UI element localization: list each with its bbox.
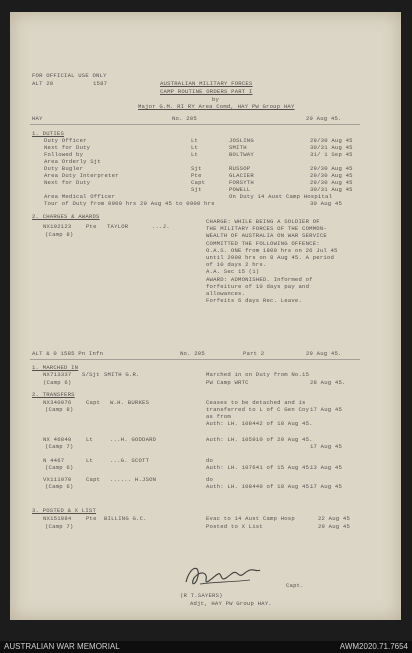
posted-number: NX151084 xyxy=(43,515,72,522)
duty-role: Duty Bugler xyxy=(44,165,84,172)
duty-name: RUSSOP xyxy=(229,165,251,172)
duty-role: Next for Duty xyxy=(44,144,91,151)
charge-name: TAYLOR xyxy=(107,223,129,230)
marched-in-camp: (Camp 6) xyxy=(43,379,72,386)
orders-title: CAMP ROUTINE ORDERS PART I xyxy=(160,88,253,95)
duty-rank: Sjt xyxy=(191,165,202,172)
by-label: by xyxy=(212,96,220,103)
charge-text-line: A.A. Sec 15 (1) xyxy=(206,268,260,276)
duty-dates: 31/ 1 Sep 45 xyxy=(310,151,353,158)
charge-text-line: THE MILITARY FORCES OF THE COMMON- xyxy=(206,225,327,233)
duty-name: POWELL xyxy=(229,186,251,193)
signature-image xyxy=(180,560,270,592)
transfer-line: do xyxy=(206,457,214,464)
duties-heading: 1. DUTIES xyxy=(32,130,65,137)
duty-dates: 30/31 Aug 45 xyxy=(310,144,353,151)
transfer-name: ...H. GODDARD xyxy=(110,436,157,443)
posted-text: Evac to 14 Aust Camp Hosp xyxy=(206,515,295,522)
transfer-name: ...G. SCOTT xyxy=(110,457,150,464)
marched-in-text: Marched in on Duty from No.15 xyxy=(206,371,310,378)
duty-name: BOLTWAY xyxy=(229,151,254,158)
duty-role: Duty Officer xyxy=(44,137,87,144)
duty-role: Tour of Duty from 0900 hrs 29 Aug 45 to 0900 hrs xyxy=(44,200,215,207)
transfer-line: as from xyxy=(206,413,231,420)
posted-text-2: Posted to X List xyxy=(206,523,263,530)
transfer-camp: (Camp 8) xyxy=(45,406,74,413)
duty-dates: 30 Aug 45 xyxy=(310,200,343,207)
part2-divider xyxy=(30,359,360,360)
posted-name: BILLING G.C. xyxy=(104,515,147,522)
transfer-line: do xyxy=(206,476,214,483)
duty-dates: 29/30 Aug 45 xyxy=(310,165,353,172)
duty-role: Next for Duty xyxy=(44,179,91,186)
transfer-number: NX 46840 xyxy=(43,436,72,443)
transfer-date: 17 Aug 45 xyxy=(310,443,343,450)
transfer-line: Auth: LH. 108442 of 18 Aug 45. xyxy=(206,420,313,427)
charges-heading: 2. CHARGES & AWARDS xyxy=(32,213,100,220)
place-label: HAY xyxy=(32,115,43,122)
transfer-rank: Capt xyxy=(86,476,101,483)
signatory-title: Adjt, HAY PW Group HAY. xyxy=(190,600,272,607)
duty-role: Area Medical Officer xyxy=(44,193,116,200)
duty-dates: 29/30 Aug 45 xyxy=(310,172,353,179)
charge-text-line: Forfeits 6 days Rec. Leave. xyxy=(206,297,303,305)
charge-text-line: AWARD: ADMONISHED. Informed of xyxy=(206,275,313,283)
part2-reference: ALT & 0 1585 Pn Infn xyxy=(32,350,104,357)
part2-label: Part 2 xyxy=(243,350,265,357)
transfers-heading: 2. TRANSFERS xyxy=(32,391,75,398)
marched-in-rank: S/Sjt xyxy=(82,371,100,378)
charge-text-line: WEALTH OF AUSTRALIA ON WAR SERVICE xyxy=(206,232,327,240)
duty-dates: 29/30 Aug 45 xyxy=(310,137,353,144)
transfer-rank: Capt xyxy=(86,399,101,406)
footer-institution: AUSTRALIAN WAR MEMORIAL xyxy=(4,642,120,651)
charge-text-line: allowances. xyxy=(206,290,246,297)
order-number: No. 205 xyxy=(172,115,197,122)
transfer-date: 17 Aug 45 xyxy=(310,406,343,413)
duty-name: SMITH xyxy=(229,144,247,151)
marched-in-name: SMITH G.R. xyxy=(104,371,140,378)
charge-text-line: CHARGE: WHILE BEING A SOLDIER OF xyxy=(206,218,320,225)
duty-dates: 29/30 Aug 45 xyxy=(310,179,353,186)
marched-in-text-2: PW Camp WRTC xyxy=(206,379,249,386)
org-title: AUSTRALIAN MILITARY FORCES xyxy=(160,80,253,87)
transfer-name: W.H. BURKES xyxy=(110,399,150,406)
duty-rank: Lt xyxy=(191,151,199,158)
duty-rank: Pte xyxy=(191,172,202,179)
charge-text-line: O.A.S. ONE from 1800 hrs on 26 Jul 45 xyxy=(206,246,338,254)
transfer-camp: (Camp 6) xyxy=(45,464,74,471)
transfer-line: Auth: LH. 107641 of 15 Aug 45. xyxy=(206,464,313,471)
transfer-rank: Lt xyxy=(86,457,94,464)
charge-number: NX192123 xyxy=(43,223,72,230)
charge-text-line: forfeiture of 10 days pay and xyxy=(206,282,310,290)
transfer-number: VX111070 xyxy=(43,476,72,483)
duty-name: JOSLING xyxy=(229,137,254,144)
duty-role: Area Orderly Sjt xyxy=(44,158,101,165)
part2-date: 29 Aug 45. xyxy=(306,350,342,357)
charge-text-line: of 10 days 2 hrs. xyxy=(206,261,267,269)
charge-text-line: until 2000 hrs on 8 Aug 45. A period xyxy=(206,254,335,261)
posted-rank: Pte xyxy=(86,515,97,522)
transfer-camp: (Camp 7) xyxy=(45,443,74,450)
duty-name: On Duty 14 Aust Camp Hospital xyxy=(229,193,333,200)
duty-rank: Sjt xyxy=(191,186,202,193)
duty-dates: 30/31 Aug 45 xyxy=(310,186,353,193)
archive-footer xyxy=(0,641,412,653)
transfer-rank: Lt xyxy=(86,436,94,443)
marched-in-number: NX713337 xyxy=(43,371,72,378)
duty-rank: Lt xyxy=(191,137,199,144)
document-ref-number: 1587 xyxy=(93,80,108,87)
duty-name: FORSYTH xyxy=(229,179,254,186)
duty-rank: Capt xyxy=(191,179,206,186)
signature-rank: Capt. xyxy=(286,582,304,589)
order-date: 29 Aug 45. xyxy=(306,115,342,122)
transfer-name: ...... H.JSON xyxy=(110,476,157,483)
transfer-number: NX340076 xyxy=(43,399,72,406)
charge-initials: ...J. xyxy=(152,223,170,230)
transfer-number: N 4467 xyxy=(43,457,65,464)
transfer-date: 13 Aug 45 xyxy=(310,464,343,471)
posted-heading: 3. POSTED & X LIST xyxy=(32,507,97,514)
transfer-line: transferred to L of C Gen Coy xyxy=(206,406,310,413)
transfer-line: Auth: LH. 108440 of 18 Aug 45. xyxy=(206,483,313,490)
duty-name: GLACIER xyxy=(229,172,254,179)
posted-date-2: 29 Aug 45 xyxy=(318,523,351,530)
marched-in-heading: 1. MARCHED IN xyxy=(32,364,79,371)
charge-rank: Pte xyxy=(86,223,97,230)
header-divider xyxy=(30,124,360,125)
issued-by: Major G.M. RI RY Area Comd, HAY PW Group HAY xyxy=(138,103,295,110)
posted-date: 22 Aug 45 xyxy=(318,515,351,522)
transfer-line: Auth: LH. 105910 of 20 Aug 45. xyxy=(206,436,313,443)
posted-camp: (Camp 7) xyxy=(45,523,74,530)
part2-number: No. 205 xyxy=(180,350,205,357)
document-ref: ALT 20 xyxy=(32,80,54,87)
duty-role: Area Duty Interpreter xyxy=(44,172,119,179)
footer-catalogue-id: AWM2020.71.7654 xyxy=(339,642,408,651)
signatory-name: (R T.SAYERS) xyxy=(180,592,223,599)
charge-camp: (Camp 8) xyxy=(45,231,74,238)
transfer-date: 17 Aug 45 xyxy=(310,483,343,490)
transfer-line: Ceases to be detached and is xyxy=(206,399,306,406)
transfer-camp: (Camp 6) xyxy=(45,483,74,490)
duty-rank: Lt xyxy=(191,144,199,151)
official-use-label: FOR OFFICIAL USE ONLY xyxy=(32,72,107,79)
duty-role: Followed by xyxy=(44,151,84,158)
charge-text-line: COMMITTED THE FOLLOWING OFFENCE: xyxy=(206,239,320,247)
marched-in-date: 28 Aug 45. xyxy=(310,379,346,386)
